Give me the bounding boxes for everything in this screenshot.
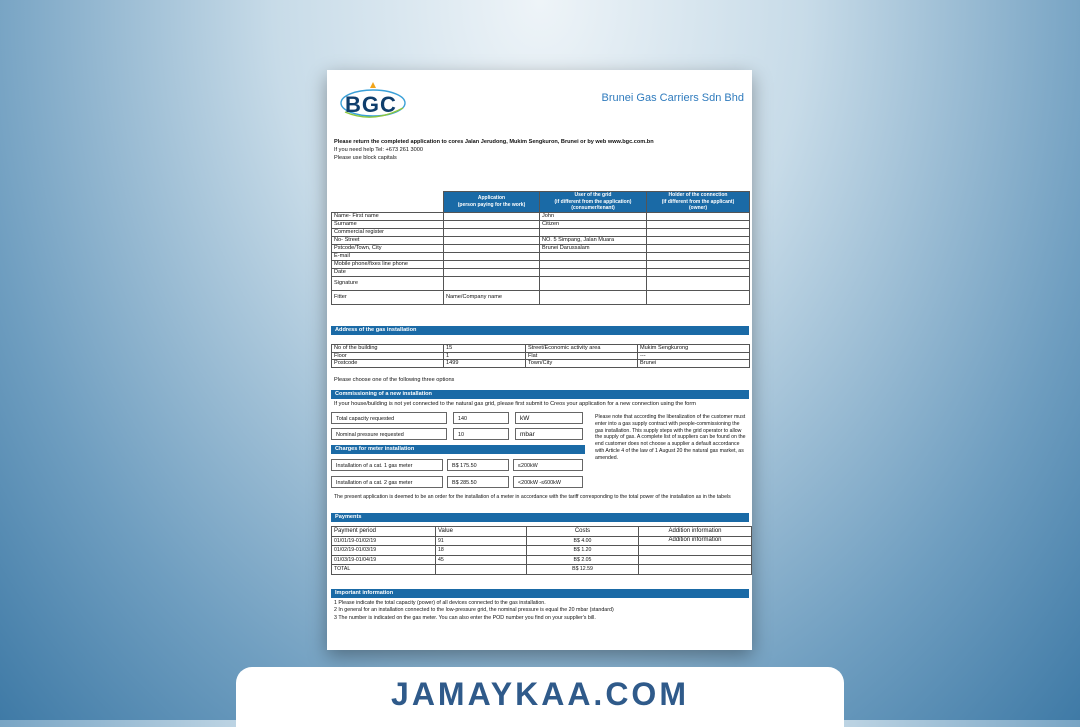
- user-cell[interactable]: NO. 5 Simpang, Jalan Muara: [540, 236, 647, 244]
- important-section-title: Important information: [331, 589, 749, 598]
- applicant-header-user: User of the grid (if different from the application) (consumer/tenant): [540, 192, 647, 213]
- important-info-item: 3 The number is indicated on the gas meter. You can also enter the POD number you find on your supplier's bill.: [334, 614, 596, 621]
- important-info-item: 2 In general for an installation connected to the low-pressure grid, the nominal pressure is equal the 20 mbar (standard): [334, 607, 614, 614]
- address-section-title: Address of the gas installation: [331, 326, 749, 335]
- cat2-meter-label: Installation of a cat. 2 gas meter: [331, 476, 443, 488]
- row-label: E-mail: [332, 252, 444, 260]
- payment-value-cell: [436, 565, 527, 575]
- applicant-row: [332, 252, 750, 260]
- company-name: Brunei Gas Carriers Sdn Bhd: [601, 92, 744, 104]
- application-cell[interactable]: [444, 260, 540, 268]
- row-label: Fitter: [332, 290, 444, 304]
- capacity-input[interactable]: 140: [453, 412, 509, 424]
- address-label: Postcode: [332, 360, 444, 368]
- applicant-row: [332, 276, 750, 290]
- cat2-meter-range: <200kW -≤600kW: [513, 476, 583, 488]
- applicant-row: [332, 228, 750, 236]
- commissioning-note: If your house/building is not yet connected to the natural gas grid, please first submit to Creos your application for a new connection using the form: [334, 401, 696, 407]
- payment-cost-cell: B$ 12.59: [527, 565, 639, 575]
- applicant-row: [332, 268, 750, 276]
- payments-header-costs: Costs: [527, 527, 639, 537]
- pressure-unit: mbar: [515, 428, 583, 440]
- document-page: [327, 70, 752, 650]
- order-statement: The present application is deemed to be an order for the installation of a meter in accordance with the tariff corresponding to the total power of the installation as in the tabels: [334, 494, 731, 500]
- payment-row: [332, 565, 752, 575]
- pressure-label: Nominal pressure requested: [331, 428, 447, 440]
- payments-header-period: Payment period: [332, 527, 436, 537]
- capacity-label: Total capacity requested: [331, 412, 447, 424]
- payment-row: [332, 546, 752, 556]
- important-info-item: 1 Please indicate the total capacity (power) of all devices connected to the gas installation.: [334, 600, 546, 606]
- application-cell[interactable]: [444, 252, 540, 260]
- payment-cost-cell: B$ 2.05: [527, 555, 639, 565]
- application-cell[interactable]: [444, 228, 540, 236]
- options-instruction: Please choose one of the following three options: [334, 377, 455, 383]
- holder-cell[interactable]: [647, 212, 750, 220]
- application-cell[interactable]: [444, 220, 540, 228]
- watermark-text: JAMAYKAA.COM: [391, 676, 689, 712]
- application-cell[interactable]: [444, 268, 540, 276]
- payment-period-cell: 01/03/19-01/04/19: [332, 555, 436, 565]
- applicant-row: [332, 244, 750, 252]
- applicant-row: [332, 220, 750, 228]
- user-cell[interactable]: [540, 268, 647, 276]
- payments-header-value: Value: [436, 527, 527, 537]
- application-cell[interactable]: [444, 276, 540, 290]
- applicant-header-application: Application (person paying for the work): [444, 192, 540, 213]
- payments-section-title: Payments: [331, 513, 749, 522]
- user-cell[interactable]: [540, 290, 647, 304]
- intro-return-line: Please return the completed application to cores Jalan Jerudong, Mukim Sengkuron, Brunei or by web www.bgc.com.bn: [334, 139, 654, 145]
- row-label: Pstcode/Town, City: [332, 244, 444, 252]
- row-label: No- Street: [332, 236, 444, 244]
- row-label: Name- First name: [332, 212, 444, 220]
- address-label: Flat: [526, 352, 638, 360]
- cat2-meter-price: B$ 285.50: [447, 476, 509, 488]
- row-label: Mobile phone/fixes line phone: [332, 260, 444, 268]
- payment-info-cell: [639, 546, 752, 556]
- holder-cell[interactable]: [647, 236, 750, 244]
- bgc-logo: [335, 78, 413, 124]
- payment-cost-cell: B$ 4.00: [527, 536, 639, 546]
- pressure-input[interactable]: 10: [453, 428, 509, 440]
- payment-row: [332, 536, 752, 546]
- row-label: Date: [332, 268, 444, 276]
- payments-table: [331, 526, 752, 575]
- holder-cell[interactable]: [647, 268, 750, 276]
- payment-period-cell: TOTAL: [332, 565, 436, 575]
- address-value[interactable]: Brunei: [638, 360, 750, 368]
- application-cell[interactable]: [444, 236, 540, 244]
- row-label: Commercial register: [332, 228, 444, 236]
- holder-cell[interactable]: [647, 252, 750, 260]
- address-label: Floor: [332, 352, 444, 360]
- payments-header-info: Addition information: [639, 527, 752, 537]
- applicant-row: [332, 236, 750, 244]
- payment-cost-cell: B$ 1.20: [527, 546, 639, 556]
- address-label: No of the building: [332, 345, 444, 353]
- user-cell[interactable]: [540, 260, 647, 268]
- payment-info-cell: Addition information: [639, 536, 752, 546]
- address-table: [331, 344, 750, 368]
- watermark-banner: [236, 667, 844, 727]
- address-value[interactable]: ---: [638, 352, 750, 360]
- important-info-list: [334, 600, 614, 622]
- applicant-row: [332, 260, 750, 268]
- holder-cell[interactable]: [647, 228, 750, 236]
- logo-text: BGC: [345, 92, 397, 117]
- intro-capitals-line: Please use block capitals: [334, 154, 397, 161]
- charges-section-title: Charges for meter installation: [331, 445, 585, 454]
- user-cell[interactable]: John: [540, 212, 647, 220]
- intro-text: [334, 139, 744, 163]
- holder-cell[interactable]: [647, 220, 750, 228]
- payment-info-cell: [639, 555, 752, 565]
- applicant-row: [332, 290, 750, 304]
- user-cell[interactable]: [540, 252, 647, 260]
- application-cell[interactable]: [444, 212, 540, 220]
- commissioning-section-title: Commissioning of a new installation: [331, 390, 749, 399]
- address-label: Street/Economic activity area: [526, 345, 638, 353]
- cat1-meter-price: B$ 175.50: [447, 459, 509, 471]
- user-cell[interactable]: Citizen: [540, 220, 647, 228]
- holder-cell[interactable]: [647, 276, 750, 290]
- user-cell[interactable]: [540, 228, 647, 236]
- address-value[interactable]: Mukim Sengkurong: [638, 345, 750, 353]
- applicant-row: [332, 212, 750, 220]
- cat1-meter-range: ≤200kW: [513, 459, 583, 471]
- row-label: Surname: [332, 220, 444, 228]
- payment-value-cell: 91: [436, 536, 527, 546]
- user-cell[interactable]: Brunei Darussalam: [540, 244, 647, 252]
- payment-info-cell: [639, 565, 752, 575]
- address-value[interactable]: 1499: [444, 360, 526, 368]
- holder-cell[interactable]: [647, 260, 750, 268]
- payment-row: [332, 555, 752, 565]
- row-label: Signature: [332, 276, 444, 290]
- intro-help-line: If you need help Tel: +673 261 3000: [334, 146, 424, 153]
- payment-value-cell: 45: [436, 555, 527, 565]
- applicant-header-holder: Holder of the connection (if different from the applicant) (owner): [647, 192, 750, 213]
- payment-period-cell: 01/02/19-01/03/19: [332, 546, 436, 556]
- address-value[interactable]: 1: [444, 352, 526, 360]
- application-cell[interactable]: [444, 244, 540, 252]
- address-value[interactable]: 15: [444, 345, 526, 353]
- address-row: [332, 352, 750, 360]
- payment-value-cell: 18: [436, 546, 527, 556]
- applicant-table: [331, 191, 750, 305]
- address-row: [332, 360, 750, 368]
- capacity-unit: kW: [515, 412, 583, 424]
- holder-cell[interactable]: [647, 244, 750, 252]
- holder-cell[interactable]: [647, 290, 750, 304]
- address-row: [332, 345, 750, 353]
- cat1-meter-label: Installation of a cat. 1 gas meter: [331, 459, 443, 471]
- address-label: Town/City: [526, 360, 638, 368]
- user-cell[interactable]: [540, 276, 647, 290]
- liberalization-note: Please note that according the liberalization of the customer must enter into a gas supply contract with people-commissioning the gas installation. This supply steps with the grid operator to allow the supply of gas. A complete list of suppliers can be found on the end customer does not choose a supplier a default accordance with Article 4 of the law of 1 August 20 the natural gas market, as amended.: [595, 414, 746, 461]
- application-cell[interactable]: Name/Company name: [444, 290, 540, 304]
- payment-period-cell: 01/01/19-01/02/19: [332, 536, 436, 546]
